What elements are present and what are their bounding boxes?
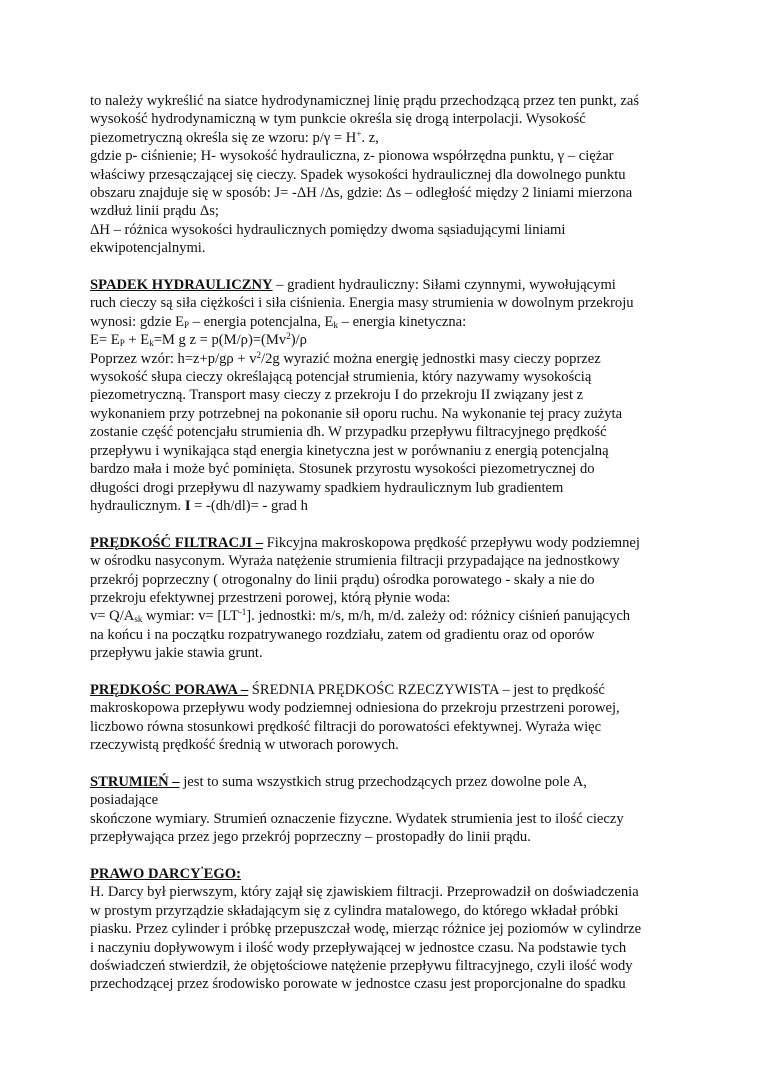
- text-line: na końcu i na początku rozpatrywanego rozdziału, zatem od gradientu oraz od oporów: [90, 626, 595, 643]
- intro-paragraph: [90, 92, 690, 258]
- text-line: w ośrodku nasyconym. Wyraża natężenie strumienia filtracji przypadające na jednostkowy: [90, 553, 620, 570]
- text-fragment: . z,: [361, 129, 379, 146]
- text-line: wykonaniem przy potrzebnej na pokonanie sił oporu ruchu. Na wykonanie tej pracy zużyta: [90, 405, 623, 422]
- text-line: rzeczywistą prędkość średnią w utworach porowych.: [90, 737, 399, 754]
- superscript: -1: [238, 607, 247, 618]
- section-first-line: [90, 681, 690, 699]
- section-first-line: [90, 865, 690, 883]
- section-first-line: [90, 534, 690, 552]
- text-line: wysokość hydrodynamiczną w tym punkcie określa się drogą interpolacji. Wysokość: [90, 111, 586, 128]
- section-heading: STRUMIEŃ –: [90, 773, 180, 790]
- text-line: liczbowo równa stosunkowi prędkość filtracji do porowatości efektywnej. Wyraża więc: [90, 718, 602, 735]
- text-fragment: – energia potencjalna, E: [189, 313, 334, 330]
- section-heading: SPADEK HYDRAULICZNY: [90, 277, 273, 294]
- subscript: P: [119, 338, 125, 349]
- text-line: piasku. Przez cylinder i próbkę przepuszczał wodę, mierząc różnice jej poziomów w cylindrze: [90, 921, 642, 938]
- section-heading: PRĘDKOŚĆ FILTRACJI –: [90, 534, 263, 551]
- gradient-symbol: I: [184, 497, 191, 514]
- text-line: przekroju efektywnej przestrzeni porowej, którą płynie woda:: [90, 589, 451, 606]
- predkosc-filtracji-section: [90, 534, 690, 663]
- text-line: skończone wymiary. Strumień oznaczenie fizyczne. Wydatek strumienia jest to ilość cieczy: [90, 810, 624, 827]
- predkosc-porowa-section: [90, 681, 690, 755]
- text-line: ekwipotencjalnymi.: [90, 240, 206, 257]
- text-line: bardzo mała i może być pominięta. Stosunek przyrostu wysokości piezometrycznej do: [90, 461, 595, 478]
- formula-line: [90, 331, 690, 349]
- text-line: wysokość słupa cieczy określającą potencjał strumienia, który nazywamy wysokością: [90, 369, 592, 386]
- text-line: właściwy przesączającej się cieczy. Spadek wysokości hydraulicznej dla dowolnego punktu: [90, 166, 626, 183]
- section-first-line: [90, 276, 690, 294]
- document-page: [90, 92, 690, 1012]
- heading-part: EGO:: [203, 865, 241, 882]
- subscript: k: [149, 338, 154, 349]
- text-line: piezometryczną. Transport masy cieczy z przekroju I do przekroju II związany jest z: [90, 387, 584, 404]
- text-line: wzdłuż linii prądu Δs;: [90, 203, 219, 220]
- subscript: sk: [134, 614, 143, 625]
- heading-part: PRAWO DARCY: [90, 865, 201, 882]
- text-fragment: )/ρ: [290, 332, 307, 349]
- section-heading: PRĘDKOŚC PORAWA –: [90, 681, 249, 698]
- text-fragment: ]. jednostki: m/s, m/h, m/d. zależy od: różnicy ciśnień panujących: [246, 608, 631, 625]
- text-fragment: wynosi: gdzie E: [90, 313, 185, 330]
- text-line: przechodzącej przez środowisko porowate w jednostce czasu jest proporcjonalne do spadku: [90, 976, 626, 993]
- superscript: +: [356, 128, 362, 139]
- text-line: ΔH – różnica wysokości hydraulicznych pomiędzy dwoma sąsiadującymi liniami: [90, 221, 566, 238]
- formula-line: [90, 129, 690, 147]
- prawo-darcy-section: [90, 865, 690, 994]
- text-line: długości drogi przepływu dl nazywamy spadkiem hydraulicznym lub gradientem: [90, 479, 564, 496]
- text-line: przekrój poprzeczny ( otrogonalny do linii prądu) ośrodka porowatego - skały a nie do: [90, 571, 595, 588]
- formula-line: [90, 607, 690, 625]
- text-line: przepływająca przez jego przekrój poprzeczny – prostopadły do linii prądu.: [90, 829, 531, 846]
- text-fragment: /2g wyrazić można energię jednostki masy cieczy poprzez: [261, 350, 601, 367]
- text-line: zostanie część potencjału strumienia dh. W przypadku przepływu filtracyjnego prędkość: [90, 424, 607, 441]
- text-fragment: piezometryczną określa się ze wzoru: p/γ = H: [90, 129, 357, 146]
- formula-line: [90, 350, 690, 368]
- subscript: P: [184, 319, 190, 330]
- formula-line: [90, 313, 690, 331]
- text-fragment: wymiar: v= [LT: [142, 608, 239, 625]
- strumien-section: [90, 773, 690, 847]
- text-line: ruch cieczy są siła ciężkości i siła ciśnienia. Energia masy strumienia w dowolnym przekroju: [90, 295, 634, 312]
- text-line: gdzie p- ciśnienie; H- wysokość hydrauliczna, z- pionowa współrzędna punktu, γ – ciężar: [90, 148, 614, 165]
- text-fragment: hydraulicznym.: [90, 497, 185, 514]
- text-line: przepływu jakie stawia grunt.: [90, 645, 263, 662]
- text-fragment: jest to suma wszystkich strug przechodzących przez dowolne pole A,: [179, 773, 587, 790]
- text-fragment: – energia kinetyczna:: [337, 313, 467, 330]
- text-fragment: – gradient hydrauliczny: Siłami czynnymi, wywołującymi: [272, 277, 616, 294]
- section-first-line: [90, 773, 690, 791]
- text-line: H. Darcy był pierwszym, który zajął się zjawiskiem filtracji. Przeprowadził on doświadczenia: [90, 884, 639, 901]
- superscript: 2: [256, 349, 262, 360]
- text-line: i naczyniu dopływowym i ilość wody przepływającej w jednostce czasu. Na podstawie tych: [90, 939, 627, 956]
- text-fragment: ŚREDNIA PRĘDKOŚC RZECZYWISTA – jest to prędkość: [248, 681, 605, 698]
- text-fragment: v= Q/A: [90, 608, 135, 625]
- text-fragment: Fikcyjna makroskopowa prędkość przepływu wody podziemnej: [263, 534, 640, 551]
- text-line: doświadczeń stwierdził, że objętościowe natężenie przepływu filtracyjnego, czyli ilość wody: [90, 958, 633, 975]
- text-line: posiadające: [90, 792, 159, 809]
- formula-line: [90, 497, 690, 515]
- text-line: przepływu i wynikająca stąd energia kinetyczna jest w porównaniu z energią potencjalną: [90, 442, 609, 459]
- spadek-hydrauliczny-section: [90, 276, 690, 515]
- apostrophe: ’: [200, 864, 204, 875]
- text-fragment: + E: [124, 332, 150, 349]
- section-heading: [90, 866, 241, 882]
- text-fragment: =M g z = p(M/ρ)=(Mv: [153, 332, 287, 349]
- text-fragment: = -(dh/dl)= - grad h: [190, 497, 308, 514]
- text-line: to należy wykreślić na siatce hydrodynamicznej linię prądu przechodzącą przez ten punkt, zaś: [90, 93, 640, 109]
- text-fragment: Poprzez wzór: h=z+p/gρ + v: [90, 350, 257, 367]
- text-line: obszaru znajduje się w sposób: J= -ΔH /Δs, gdzie: Δs – odległość między 2 liniami mierzona: [90, 185, 633, 202]
- text-fragment: E= E: [90, 332, 120, 349]
- superscript: 2: [286, 331, 291, 342]
- text-line: makroskopowa przepływu wody podziemnej odniesiona do przekroju przestrzeni porowej,: [90, 700, 620, 717]
- subscript: k: [333, 319, 338, 330]
- text-line: w prostym przyrządzie składającym się z cylindra matalowego, do którego wkładał próbki: [90, 902, 619, 919]
